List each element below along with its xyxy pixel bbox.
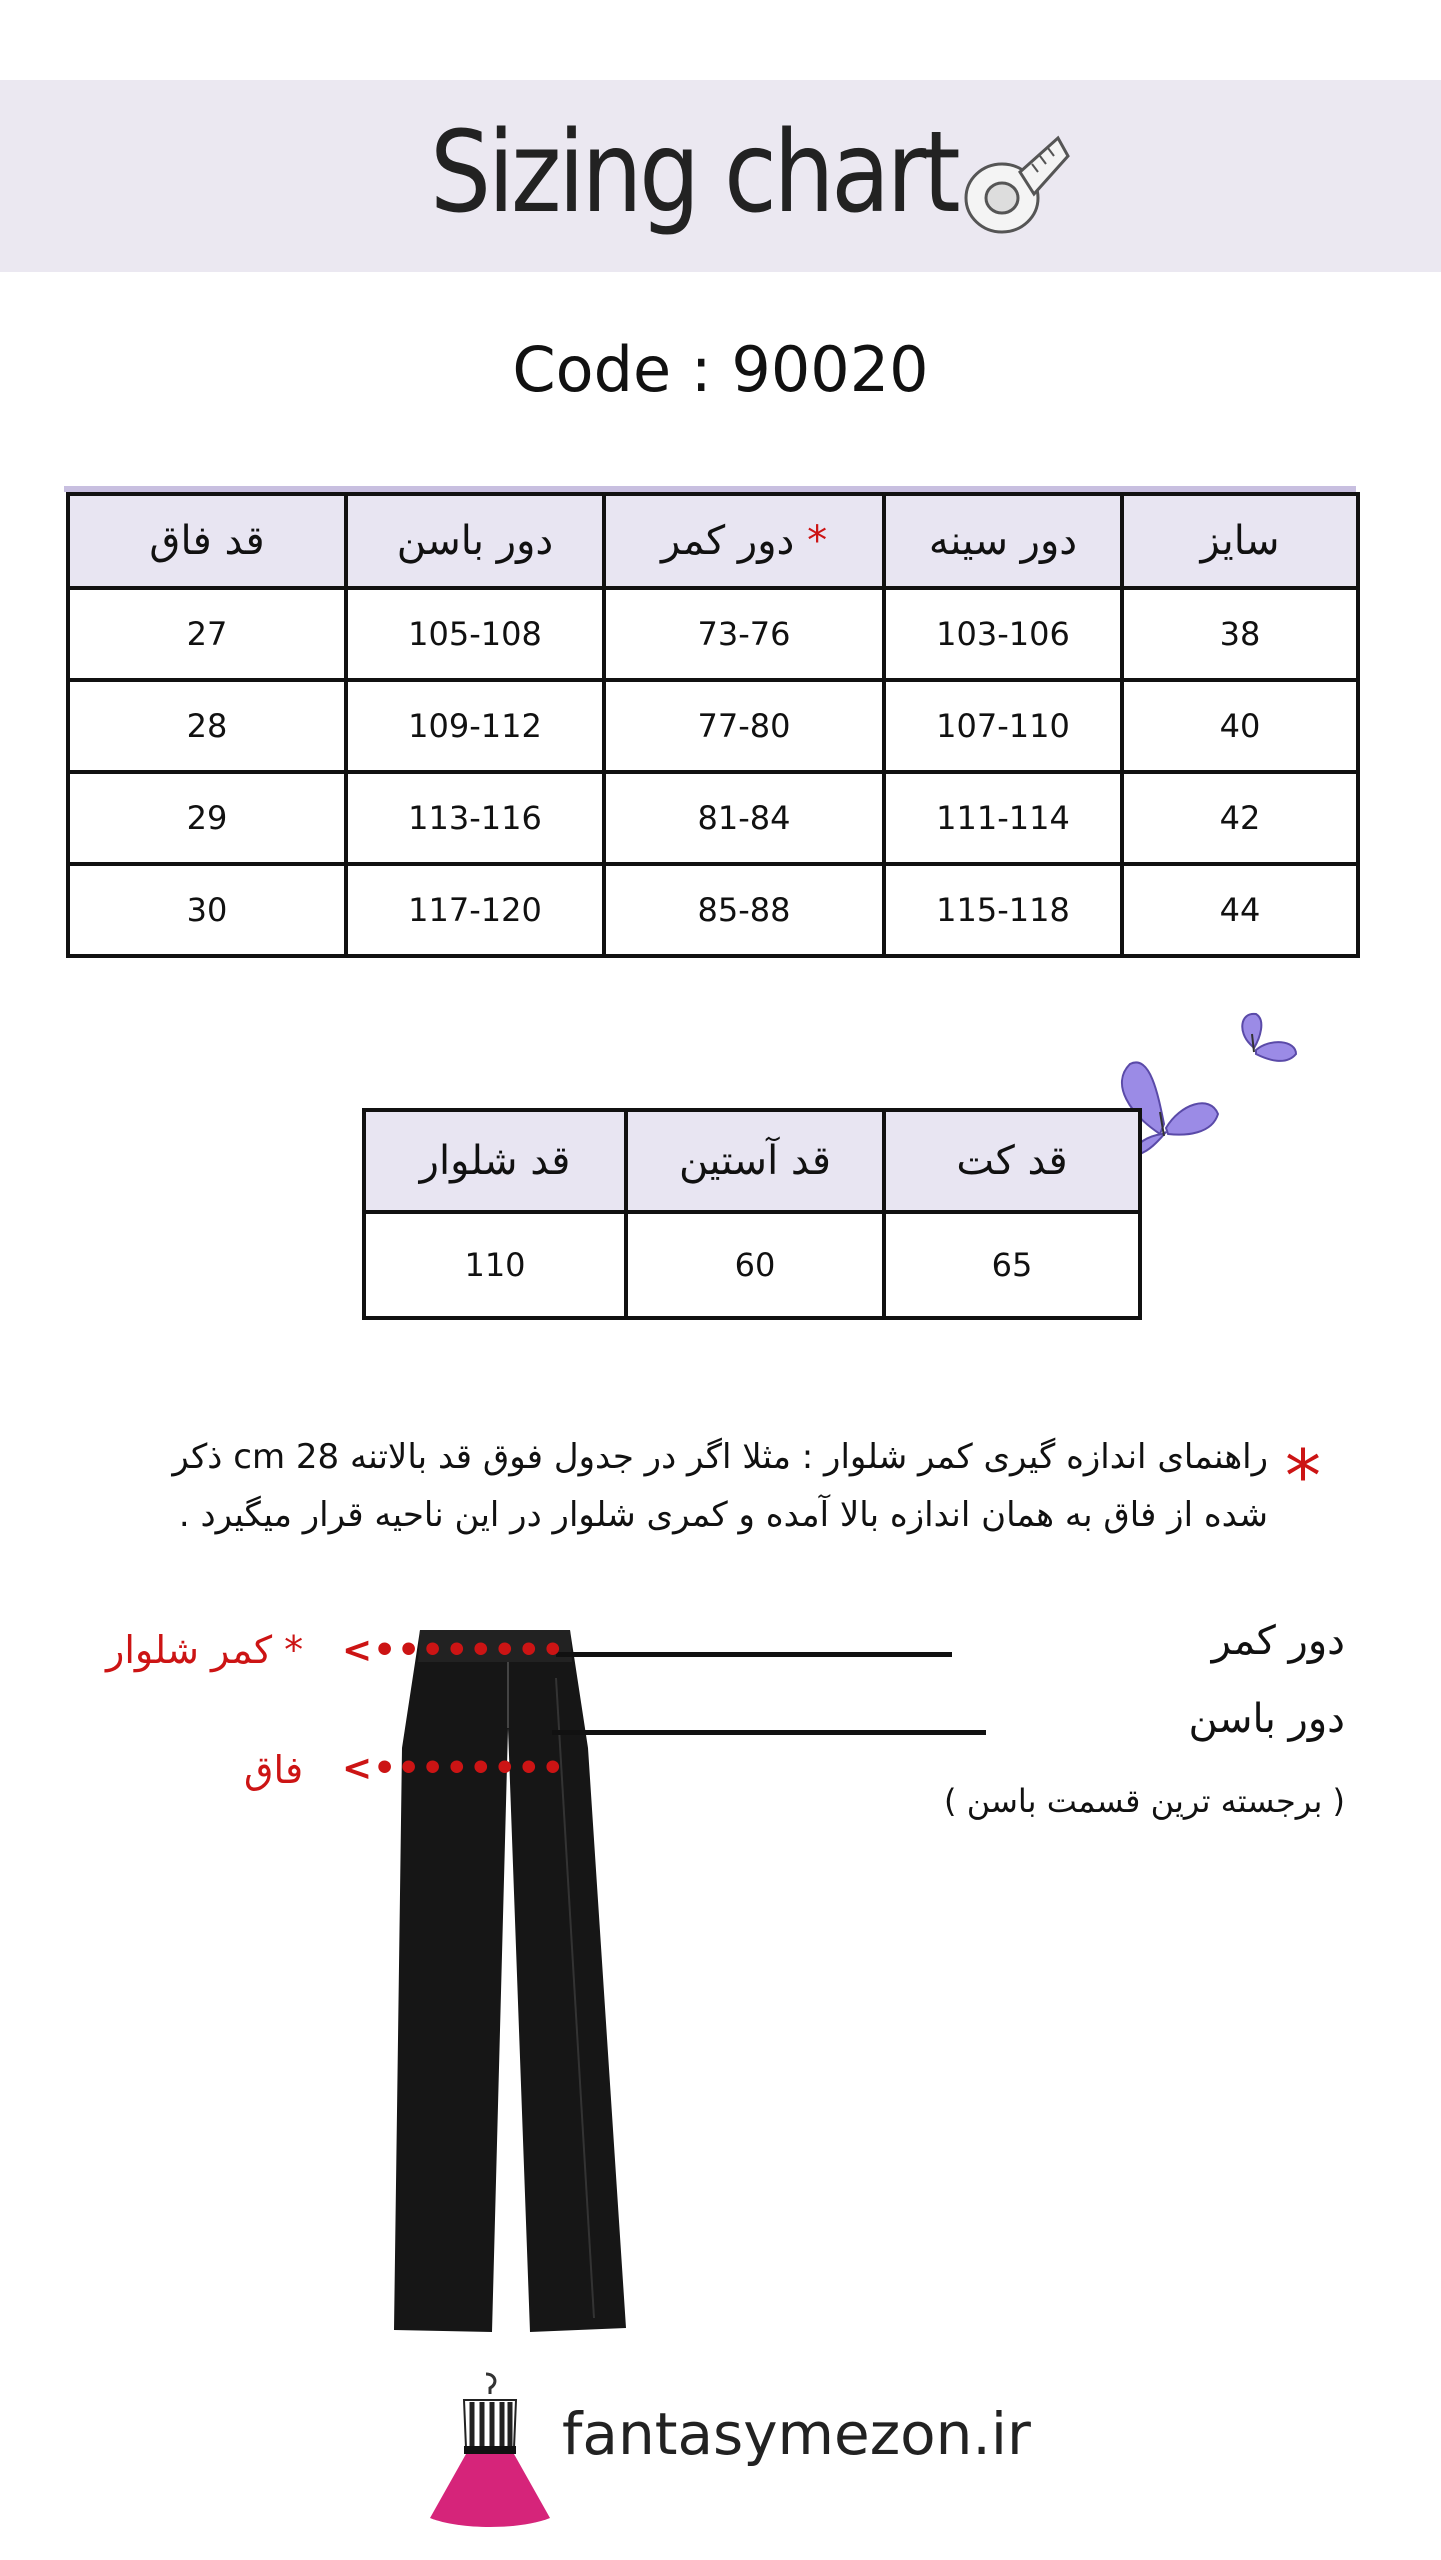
measuring-tape-icon <box>950 128 1070 248</box>
cell-waist: 85-88 <box>604 864 884 956</box>
header-waist <box>604 494 884 588</box>
waist-label: دور کمر <box>1211 1618 1345 1664</box>
website-url: fantasymezon.ir <box>562 2400 1031 2468</box>
cell-chest: 115-118 <box>884 864 1122 956</box>
table-row <box>68 588 1358 680</box>
cell-crotch: 28 <box>68 680 346 772</box>
cell-sleeve-length: 60 <box>626 1212 884 1318</box>
waist-pointer-line <box>556 1652 952 1657</box>
table-row <box>68 864 1358 956</box>
table-row <box>364 1212 1140 1318</box>
length-table-header-row <box>364 1110 1140 1212</box>
cell-pants-length: 110 <box>364 1212 626 1318</box>
header-hip: دور باسن <box>346 494 604 588</box>
header-chest: دور سینه <box>884 494 1122 588</box>
waist-star: * <box>807 518 828 564</box>
table-row <box>68 680 1358 772</box>
header-sleeve-length: قد آستین <box>626 1110 884 1212</box>
header-size: سایز <box>1122 494 1358 588</box>
cell-hip: 109-112 <box>346 680 604 772</box>
cell-waist: 77-80 <box>604 680 884 772</box>
note-star: * <box>1285 1434 1321 1518</box>
cell-hip: 117-120 <box>346 864 604 956</box>
header-crotch-length: قد فاق <box>68 494 346 588</box>
header-pants-length: قد شلوار <box>364 1110 626 1212</box>
size-table <box>66 492 1360 958</box>
hip-pointer-line <box>552 1730 986 1735</box>
cell-waist: 73-76 <box>604 588 884 680</box>
product-code: Code : 90020 <box>512 333 929 406</box>
cell-jacket-length: 65 <box>884 1212 1140 1318</box>
size-table-header-row <box>68 494 1358 588</box>
pants-waist-label: * کمر شلوار <box>106 1628 304 1672</box>
measurement-note <box>120 1428 1268 1544</box>
note-line-1: راهنمای اندازه گیری کمر شلوار : مثلا اگر در جدول فوق قد بالاتنه 28 cm ذکر <box>172 1437 1268 1477</box>
cell-size: 38 <box>1122 588 1358 680</box>
hip-note: ( برجسته ترین قسمت باسن ) <box>944 1782 1345 1820</box>
pants-waist-arrow: <•••••••• <box>342 1630 566 1671</box>
cell-size: 42 <box>1122 772 1358 864</box>
cell-crotch: 27 <box>68 588 346 680</box>
cell-chest: 107-110 <box>884 680 1122 772</box>
page-title: Sizing chart <box>430 108 958 238</box>
cell-size: 44 <box>1122 864 1358 956</box>
header-waist-label: دور کمر <box>660 518 795 564</box>
crotch-label: فاق <box>244 1748 304 1792</box>
cell-crotch: 29 <box>68 772 346 864</box>
header-jacket-length: قد کت <box>884 1110 1140 1212</box>
cell-waist: 81-84 <box>604 772 884 864</box>
cell-chest: 111-114 <box>884 772 1122 864</box>
pants-illustration <box>380 1618 640 2348</box>
cell-chest: 103-106 <box>884 588 1122 680</box>
hip-label: دور باسن <box>1188 1696 1345 1742</box>
dress-on-hanger-icon <box>420 2370 560 2530</box>
table-row <box>68 772 1358 864</box>
cell-hip: 113-116 <box>346 772 604 864</box>
cell-hip: 105-108 <box>346 588 604 680</box>
cell-size: 40 <box>1122 680 1358 772</box>
length-table <box>362 1108 1142 1320</box>
cell-crotch: 30 <box>68 864 346 956</box>
crotch-arrow: <•••••••• <box>342 1748 566 1789</box>
note-line-2: شده از فاق به همان اندازه بالا آمده و کمری شلوار در این ناحیه قرار میگیرد . <box>178 1495 1268 1535</box>
